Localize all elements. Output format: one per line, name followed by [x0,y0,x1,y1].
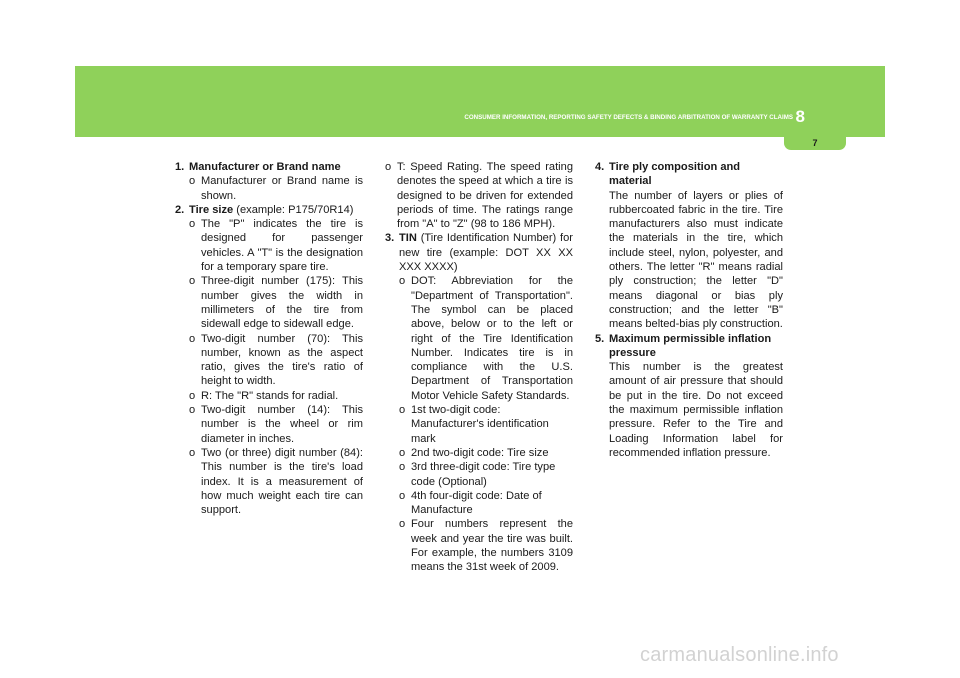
page-number-tab [784,136,846,150]
bullet: o [399,446,406,459]
sub-item [175,389,363,403]
sub-item-text: DOT: Abbreviation for the "Department of Transportation". The symbol can be placed above, below or to the left or right of the Tire Identification Number. Indicates tire is in compliance with the U.S. Department of Transportation Motor Vehicle Safety Standards. [411,275,573,402]
sub-item-text: Four numbers represent the week and year the tire was built. For example, the numbers 3109 means the 31st week of 2009. [411,518,573,574]
item-number: 2. [175,203,185,216]
text-column-2 [385,160,573,575]
sub-item [385,160,573,231]
bullet: o [189,175,196,188]
text-column-1 [175,160,363,517]
bullet: o [399,489,406,502]
sub-item-text: Two-digit number (70): This number, known as the aspect ratio, gives the tire's ratio of height to width. [201,332,363,388]
text-column-3 [595,160,783,460]
sub-item-text: R: The "R" stands for radial. [201,389,339,402]
sub-item [175,446,363,517]
bullet: o [189,332,196,345]
sub-item [175,274,363,331]
item-title-rest: (example: P175/70R14) [233,203,354,216]
item-title: TIN [399,232,417,245]
sub-item [385,460,573,489]
sub-item-text: Manufacturer or Brand name is shown. [201,175,363,202]
sub-item-text: T: Speed Rating. The speed rating denotes the speed at which a tire is designed to be driven for extended periods of time. The ratings range from "A" to "Z" (98 to 186 MPH). [397,161,573,231]
page-number: 7 [812,138,818,148]
sub-item [385,446,573,460]
watermark: carmanualsonline.info [640,644,839,666]
chapter-number: 8 [795,107,805,126]
sub-item [175,403,363,446]
sub-item-text: The "P" indicates the tire is designed for passenger vehicles. A "T" is the designation for a temporary spare tire. [201,218,363,274]
bullet: o [189,389,196,402]
sub-item [175,217,363,274]
sub-item [385,517,573,574]
list-item-manufacturer [175,160,363,174]
sub-item-text: 4th four-digit code: Date of Manufacture [411,489,542,517]
list-item-tin [385,231,573,274]
bullet: o [189,404,196,417]
bullet: o [399,518,406,531]
item-number: 5. [595,332,605,345]
list-item-max-pressure [595,332,783,361]
item-number: 3. [385,232,395,245]
sub-item-text: 3rd three-digit code: Tire type code (Optional) [411,461,556,488]
header-title: CONSUMER INFORMATION, REPORTING SAFETY DEFECTS & BINDING ARBITRATION OF WARRANTY CLAIMS [464,114,793,121]
bullet: o [385,161,392,173]
sub-item [175,174,363,203]
item-title-rest: (Tire Identification Number) for new tire (example: DOT XX XX XXX XXXX) [399,232,573,274]
item-number: 1. [175,161,185,173]
bullet: o [399,461,406,474]
sub-item-text: 2nd two-digit code: Tire size [411,446,549,459]
sub-item [385,403,573,446]
sub-item-text: Two (or three) digit number (84): This number is the tire's load index. It is a measurement of how much weight each tire can support. [201,446,363,517]
bullet: o [399,404,406,417]
item-title: Manufacturer or Brand name [189,161,341,173]
bullet: o [189,218,196,231]
page-header-band [75,66,885,137]
sub-item [385,274,573,403]
sub-item-text: Three-digit number (175): This number gives the width in millimeters of the tire from sidewall edge to sidewall edge. [201,275,363,331]
item-description: The number of layers or plies of rubbercoated fabric in the tire. Tire manufacturers also must indicate the materials in the tire, which include steel, nylon, polyester, and others. The letter "R" means radial ply construction; the letter "D" means diagonal or bias ply construction; and the letter "B" means belted-bias ply construction. [609,189,783,331]
list-item-tire-size [175,203,363,217]
bullet: o [189,275,196,288]
item-title: Tire size [189,203,234,216]
sub-item [175,332,363,389]
sub-item-text: Two-digit number (14): This number is the wheel or rim diameter in inches. [201,404,363,445]
item-description: This number is the greatest amount of air pressure that should be put in the tire. Do not exceed the maximum permissible inflation pressure. Refer to the Tire and Loading Information label for recommended inflation pressure. [609,361,783,459]
item-title: Tire ply composition and material [609,161,741,188]
sub-item [385,489,573,518]
item-title: Maximum permissible inflation pressure [609,332,772,359]
list-item-ply-composition [595,160,783,189]
bullet: o [399,275,406,288]
item-number: 4. [595,161,605,173]
bullet: o [189,446,196,459]
sub-item-text: 1st two-digit code: Manufacturer's identification mark [411,404,549,445]
